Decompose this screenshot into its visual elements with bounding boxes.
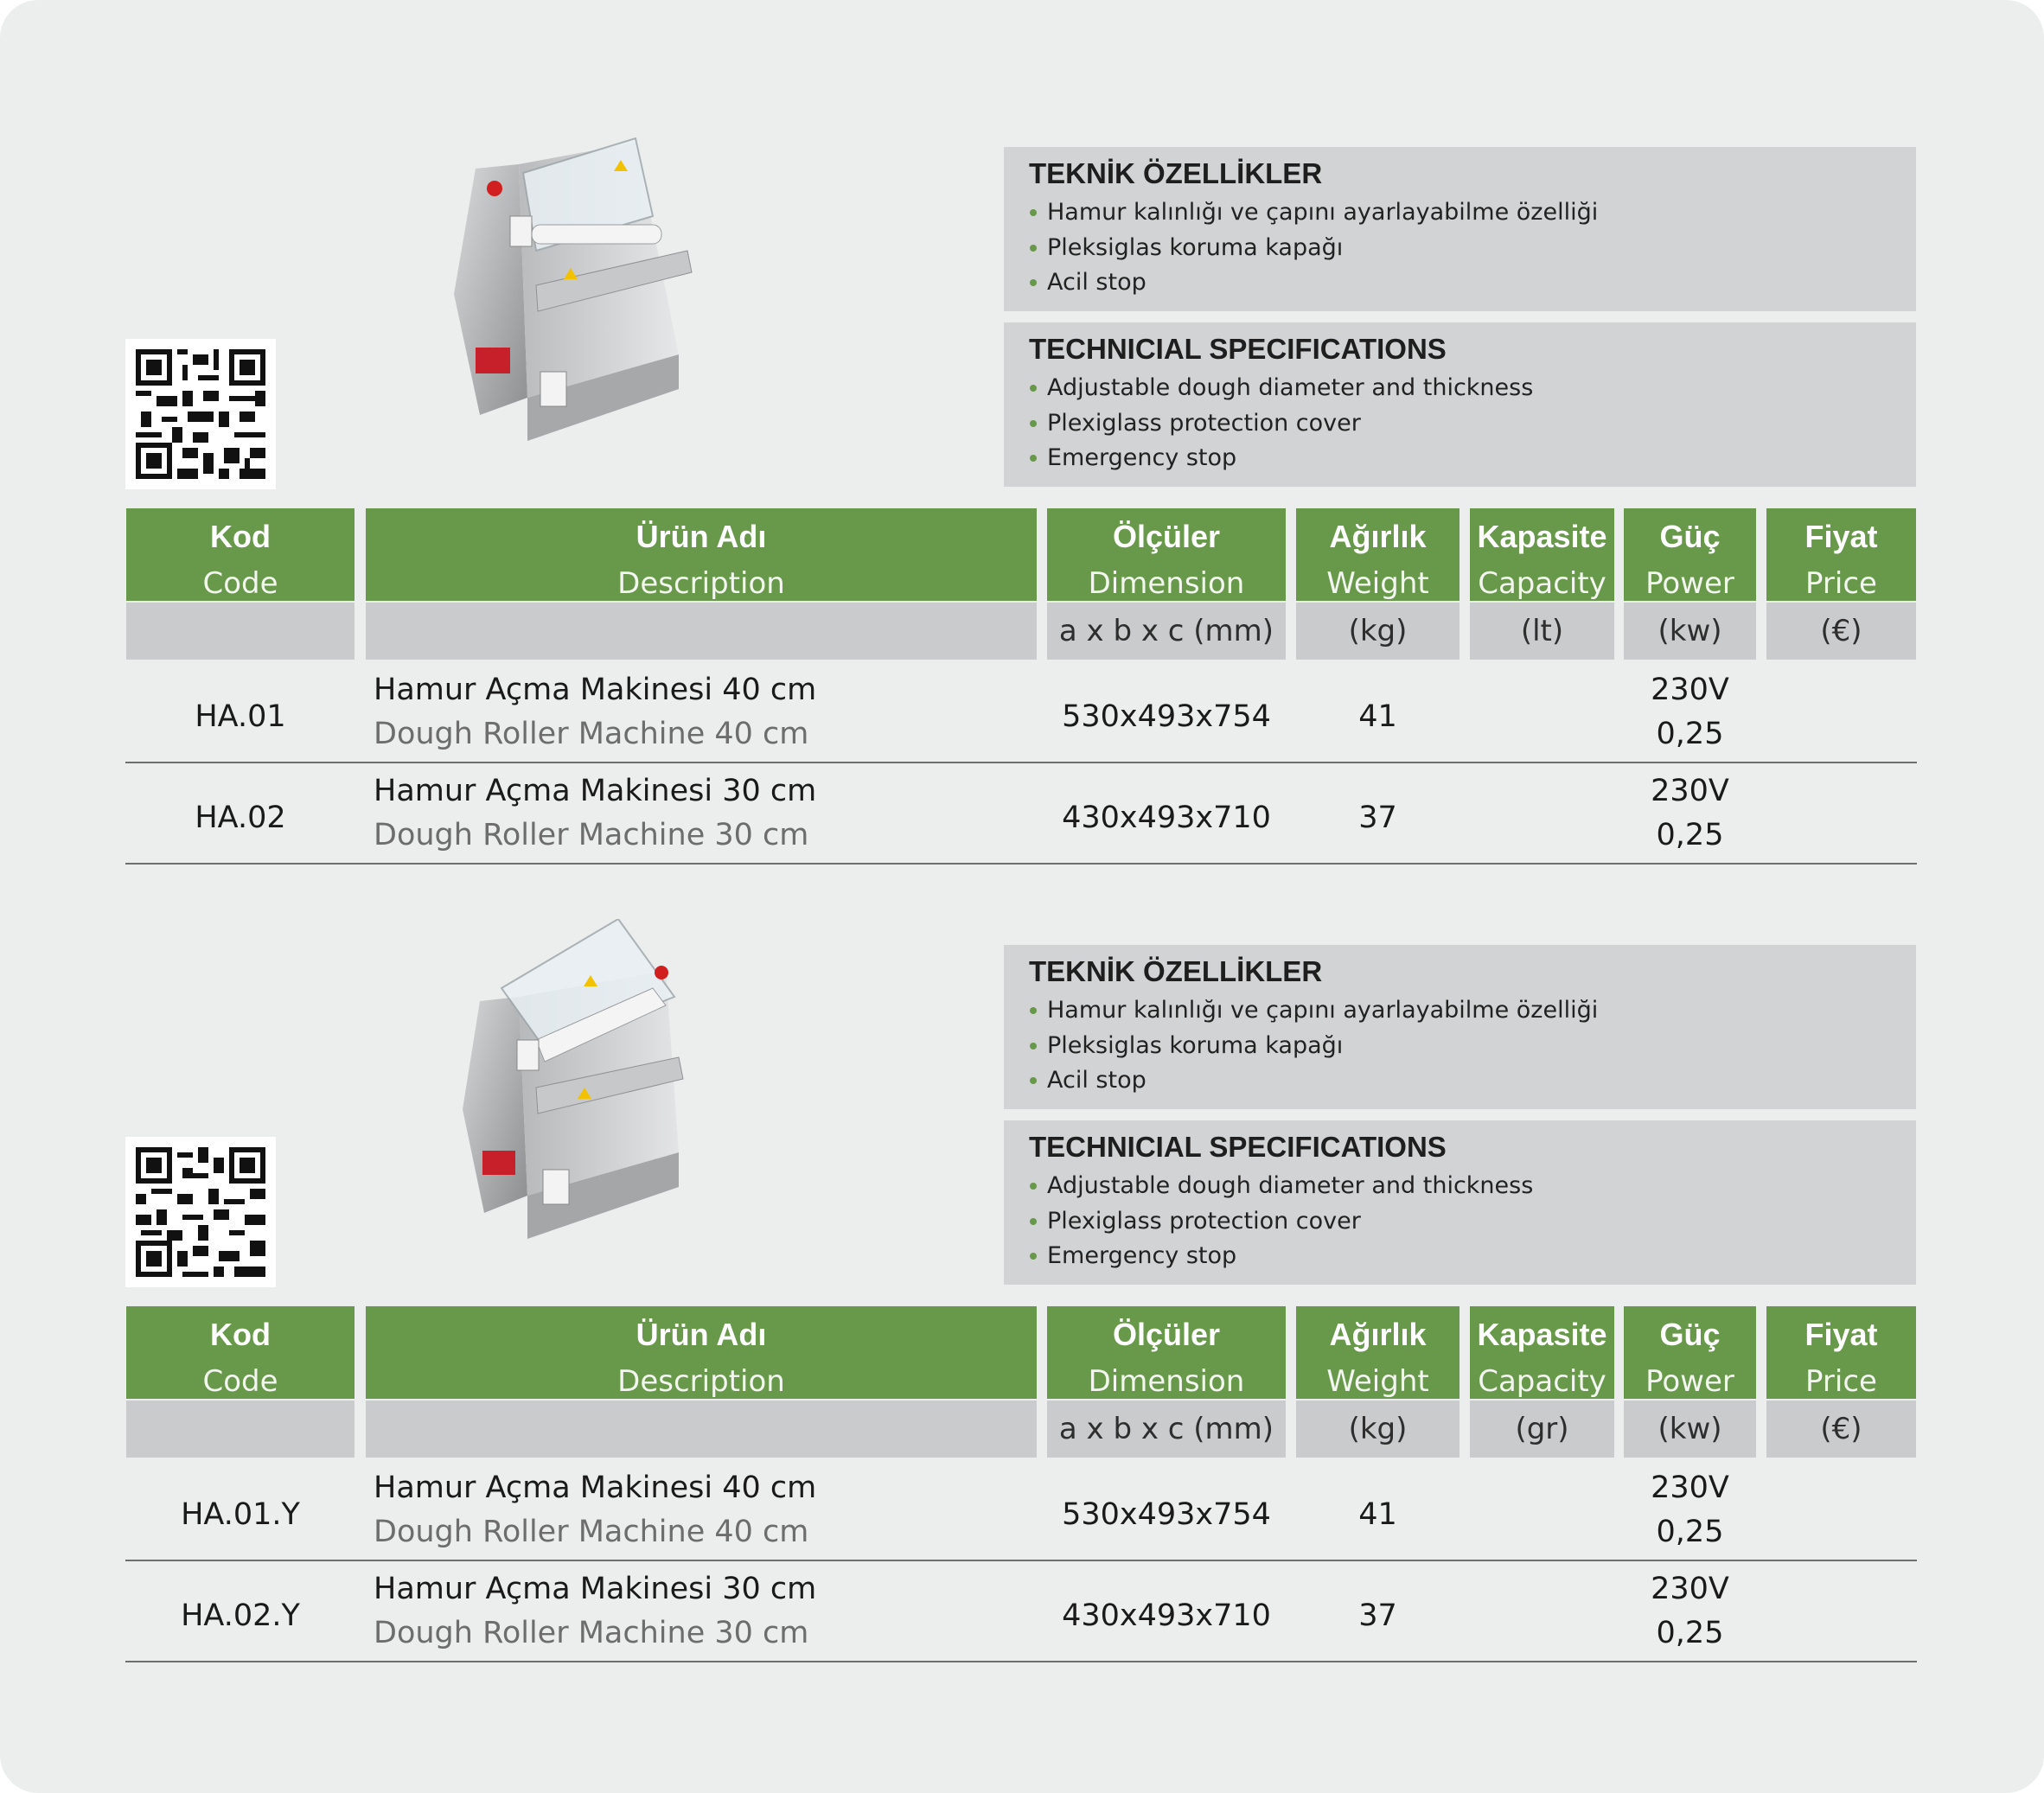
header-power: Güç Power: [1624, 1306, 1756, 1399]
code-cell: HA.02.Y: [181, 1598, 300, 1633]
header-dimension: Ölçüler Dimension: [1047, 1306, 1286, 1399]
technical-features-tr-box: [1004, 147, 1916, 311]
code-cell: HA.01: [195, 699, 286, 734]
spec-item-text: Emergency stop: [1047, 444, 1237, 471]
unit-power: (kw): [1624, 1401, 1756, 1458]
unit-code: [126, 603, 355, 660]
header-code: Kod Code: [126, 1306, 355, 1399]
product-section-2: [0, 798, 2044, 1650]
spec-item: [1029, 993, 1916, 1029]
specs-tr-title: TEKNİK ÖZELLİKLER: [1029, 157, 1323, 189]
spec-item: [1029, 441, 1916, 476]
header-weight: Ağırlık Weight: [1296, 1306, 1460, 1399]
bullet-icon: [1030, 209, 1037, 216]
dimension-cell: 430x493x710: [1062, 801, 1271, 835]
product-name-en: Dough Roller Machine 40 cm: [374, 717, 809, 751]
header-power: Güç Power: [1624, 508, 1756, 601]
weight-cell: 37: [1358, 1598, 1397, 1633]
header-code: Kod Code: [126, 508, 355, 601]
spec-item-text: Acil stop: [1047, 269, 1147, 296]
unit-weight: (kg): [1296, 603, 1460, 660]
spec-item-text: Acil stop: [1047, 1067, 1147, 1094]
spec-item-text: Emergency stop: [1047, 1242, 1237, 1269]
specs-en-title: TECHNICIAL SPECIFICATIONS: [1029, 333, 1447, 365]
weight-cell: 37: [1358, 801, 1397, 835]
spec-item: [1029, 1169, 1916, 1204]
code-cell: HA.01.Y: [181, 1497, 300, 1532]
spec-item-text: Pleksiglas koruma kapağı: [1047, 233, 1344, 261]
unit-price: (€): [1766, 1401, 1916, 1458]
header-weight: Ağırlık Weight: [1296, 508, 1460, 601]
unit-description: [366, 1401, 1037, 1458]
spec-item: [1029, 406, 1916, 442]
bullet-icon: [1030, 420, 1037, 427]
product-name-tr: Hamur Açma Makinesi 40 cm: [374, 1471, 817, 1505]
spec-item: [1029, 1204, 1916, 1240]
unit-dimension: a x b x c (mm): [1047, 1401, 1286, 1458]
unit-dimension: a x b x c (mm): [1047, 603, 1286, 660]
spec-item: [1029, 1063, 1916, 1099]
bullet-icon: [1030, 1183, 1037, 1190]
specs-tr-title: TEKNİK ÖZELLİKLER: [1029, 955, 1323, 987]
dimension-cell: 430x493x710: [1062, 1598, 1271, 1633]
spec-item: [1029, 231, 1916, 266]
specs-en-list: [1029, 1169, 1916, 1274]
spec-item-text: Plexiglass protection cover: [1047, 409, 1361, 437]
power-cell: 0,25: [1656, 818, 1724, 852]
dough-roller-machine-image: [441, 919, 770, 1282]
bullet-icon: [1030, 245, 1037, 252]
table-row: [125, 662, 1917, 763]
technical-specifications-en-box: [1004, 322, 1916, 487]
unit-code: [126, 1401, 355, 1458]
voltage-cell: 230V: [1651, 673, 1729, 707]
bullet-icon: [1030, 1077, 1037, 1084]
unit-capacity: (lt): [1470, 603, 1614, 660]
specs-tr-list: [1029, 195, 1916, 301]
technical-features-tr-box: [1004, 945, 1916, 1109]
product-name-en: Dough Roller Machine 30 cm: [374, 818, 809, 852]
weight-cell: 41: [1358, 699, 1397, 734]
spec-item-text: Adjustable dough diameter and thickness: [1047, 374, 1534, 401]
weight-cell: 41: [1358, 1497, 1397, 1532]
code-cell: HA.02: [195, 801, 286, 835]
table-row: [125, 1460, 1917, 1561]
voltage-cell: 230V: [1651, 1572, 1729, 1606]
spec-item-text: Hamur kalınlığı ve çapını ayarlayabilme özelliği: [1047, 997, 1599, 1024]
qr-code-icon: [125, 339, 276, 489]
bullet-icon: [1030, 385, 1037, 392]
product-name-tr: Hamur Açma Makinesi 30 cm: [374, 1572, 817, 1606]
header-dimension: Ölçüler Dimension: [1047, 508, 1286, 601]
product-name-tr: Hamur Açma Makinesi 30 cm: [374, 774, 817, 808]
bullet-icon: [1030, 1043, 1037, 1050]
product-section-1: [0, 0, 2044, 852]
power-cell: 0,25: [1656, 1515, 1724, 1549]
bullet-icon: [1030, 1218, 1037, 1225]
bullet-icon: [1030, 1253, 1037, 1260]
spec-item-text: Plexiglass protection cover: [1047, 1207, 1361, 1235]
unit-price: (€): [1766, 603, 1916, 660]
product-name-tr: Hamur Açma Makinesi 40 cm: [374, 673, 817, 707]
table-row: [125, 1561, 1917, 1662]
qr-code-icon: [125, 1137, 276, 1287]
spec-item: [1029, 265, 1916, 301]
spec-item: [1029, 195, 1916, 231]
header-capacity: Kapasite Capacity: [1470, 508, 1614, 601]
dimension-cell: 530x493x754: [1062, 699, 1271, 734]
bullet-icon: [1030, 279, 1037, 286]
unit-description: [366, 603, 1037, 660]
product-name-en: Dough Roller Machine 40 cm: [374, 1515, 809, 1549]
specs-en-list: [1029, 371, 1916, 476]
spec-item-text: Hamur kalınlığı ve çapını ayarlayabilme özelliği: [1047, 199, 1599, 226]
unit-capacity: (gr): [1470, 1401, 1614, 1458]
technical-specifications-en-box: [1004, 1120, 1916, 1285]
dough-roller-machine-image: [441, 121, 770, 484]
spec-item: [1029, 371, 1916, 406]
header-price: Fiyat Price: [1766, 1306, 1916, 1399]
spec-item-text: Adjustable dough diameter and thickness: [1047, 1172, 1534, 1199]
specs-tr-list: [1029, 993, 1916, 1099]
bullet-icon: [1030, 1007, 1037, 1014]
voltage-cell: 230V: [1651, 1471, 1729, 1505]
header-description: Ürün Adı Description: [366, 1306, 1037, 1399]
header-capacity: Kapasite Capacity: [1470, 1306, 1614, 1399]
unit-power: (kw): [1624, 603, 1756, 660]
spec-item: [1029, 1029, 1916, 1064]
voltage-cell: 230V: [1651, 774, 1729, 808]
spec-item-text: Pleksiglas koruma kapağı: [1047, 1031, 1344, 1059]
bullet-icon: [1030, 455, 1037, 462]
header-description: Ürün Adı Description: [366, 508, 1037, 601]
header-price: Fiyat Price: [1766, 508, 1916, 601]
unit-weight: (kg): [1296, 1401, 1460, 1458]
specs-en-title: TECHNICIAL SPECIFICATIONS: [1029, 1131, 1447, 1163]
power-cell: 0,25: [1656, 1616, 1724, 1650]
product-name-en: Dough Roller Machine 30 cm: [374, 1616, 809, 1650]
dimension-cell: 530x493x754: [1062, 1497, 1271, 1532]
spec-item: [1029, 1239, 1916, 1274]
power-cell: 0,25: [1656, 717, 1724, 751]
